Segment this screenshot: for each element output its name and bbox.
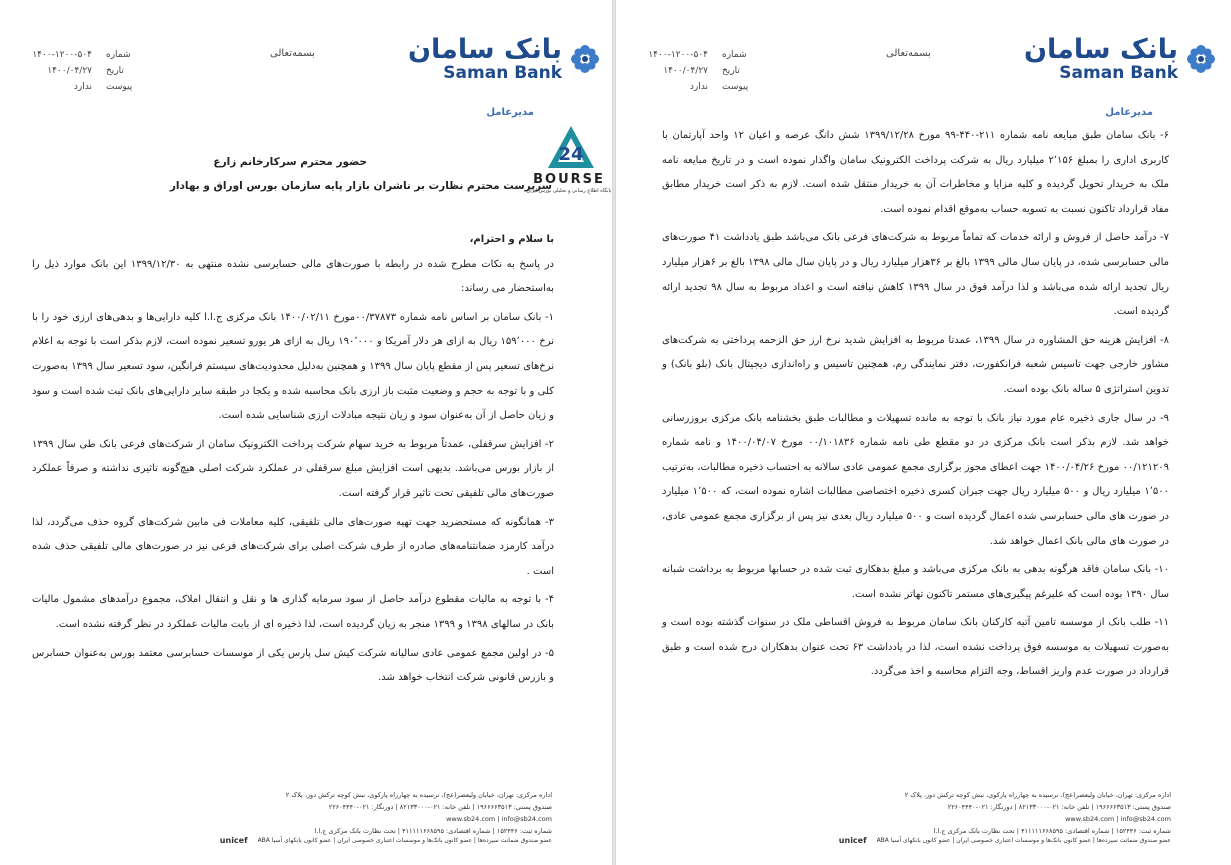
footer-contacts: صندوق پستی: ۱۹۶۶۶۶۳۵۱۳ | تلفن خانه: ۰۲۱-۸۲۱۳۳۰۰۰ | دورنگار: ۰۲۱-۲۲۶۰۴۴۴۰ bbox=[328, 803, 552, 811]
bank-name-fa: بانک سامان bbox=[408, 34, 563, 65]
saman-flower-icon bbox=[568, 42, 602, 76]
bourse-mark-icon bbox=[546, 124, 596, 170]
label-attachment: پیوست bbox=[106, 82, 133, 92]
letter-meta bbox=[30, 47, 136, 95]
list-item: ۸- افزایش هزینه حق المشاوره در سال ۱۳۹۹، عمدتا مربوط به افزایش شدید نرخ ارز حق الزحمه پرداختی به شرکت‌های مشاور خارجی جهت تاسیس شعبه فرانکفورت، دفتر نمایندگی رم، همچنین تاسیس و راه‌اندازی دیجیتال بانک (بلو بانک) و تدوین استراتژی ۵ ساله بانک بوده است. bbox=[662, 334, 1169, 395]
bourse-word: BOURSE bbox=[533, 172, 605, 187]
label-date: تاریخ bbox=[106, 66, 124, 76]
letter-body-right bbox=[662, 124, 1169, 689]
letter-meta bbox=[646, 47, 752, 95]
bank-name-fa: بانک سامان bbox=[1024, 34, 1179, 65]
letter-date: ۱۴۰۰/۰۴/۲۷ bbox=[663, 66, 708, 76]
label-number: شماره bbox=[106, 50, 131, 60]
recipient-name: حضور محترم سرکارخانم زارع bbox=[213, 156, 367, 168]
svg-text:24: 24 bbox=[558, 144, 584, 165]
list-item: ۳- همانگونه که مستحضرید جهت تهیه صورت‌های مالی تلفیقی، کلیه معاملات فی مابین شرکت‌های گروه حذف می‌گردد، لذا درآمد کارمزد ضمانتنامه‌های صادره از طرف شرکت اصلی برای شرکت‌های فرعی نیز در صورت‌های مالی تلفیقی حذف شده است . bbox=[32, 516, 554, 577]
letter-attachment: ندارد bbox=[73, 82, 92, 92]
letter-body-left bbox=[32, 228, 554, 695]
list-item: ۴- با توجه به مالیات مقطوع درآمد حاصل از سود سرمایه گذاری ها و نقل و انتقال املاک، مجموع درآمدهای مشمول مالیات بانک در سالهای ۱۳۹۸ و ۱۳۹۹ منجر به زیان گردیده است، لذا ذخیره ای از بابت مالیات عملکرد در نظر گرفته نشده است. bbox=[32, 594, 554, 630]
letter-number: ۱۴۰۰-۱۲۰۰-۵۰۴ bbox=[32, 50, 92, 60]
saman-bank-logo bbox=[1024, 36, 1218, 82]
letter-page-left bbox=[0, 0, 612, 865]
bank-name-en: Saman Bank bbox=[1059, 63, 1179, 83]
office-ceo: مدیرعامل bbox=[486, 107, 534, 118]
list-item: ۱- بانک سامان بر اساس نامه شماره ۰۰/۳۷۸۷۳مورخ ۱۴۰۰/۰۲/۱۱ بانک مرکزی ج.ا.ا کلیه دارایی‌ها و بدهی‌های ارزی خود را با نرخ ۱۵۹٬۰۰۰ ریال به ازای هر دلار آمریکا و ۱۹۰٬۰۰۰ ریال به ازای هر یورو تسعیر نموده است، لازم بذکر است با توجه به اعلام نرخ‌های تسعیر پس از مقطع پایان سال ۱۳۹۹ و همچنین به‌دلیل محدودیت‌های سیستم فرانگین، سود تسعیر سال ۱۳۹۹ به‌صورت کلی و با توجه به حجم و وضعیت مثبت باز ارزی بانک محاسبه شده و یکجا در طبقه سایر دارایی‌های بانک ثبت شده است و سود و زیان حاصل از آن به‌عنوان سود و زیان نتیجه مبادلات ارزی شناسایی شده است. bbox=[32, 311, 555, 422]
label-date: تاریخ bbox=[722, 66, 740, 76]
list-item: ۵- در اولین مجمع عمومی عادی سالیانه شرکت کیش سل پارس یکی از موسسات حسابرسی معتمد بورس به‌عنوان حسابرس و بازرس قانونی شرکت انتخاب خواهد شد. bbox=[32, 647, 554, 684]
footer-badges-left bbox=[30, 836, 552, 845]
unicef-logo: unicef bbox=[219, 836, 248, 845]
basmala: بسمه‌تعالی bbox=[886, 48, 931, 59]
recipient-title: سرپرست محترم نظارت بر ناشران بازار پایه سازمان بورس اوراق و بهادار bbox=[169, 180, 552, 192]
saman-bank-logo bbox=[408, 36, 602, 82]
label-attachment: پیوست bbox=[722, 82, 749, 92]
letter-number: ۱۴۰۰-۱۲۰۰-۵۰۴ bbox=[648, 50, 708, 60]
office-ceo: مدیرعامل bbox=[1105, 107, 1153, 118]
list-item: ۷- درآمد حاصل از فروش و ارائه خدمات که تماماً مربوط به شرکت‌های فرعی بانک می‌باشد طبق یادداشت ۴۱ صورت‌های مالی حسابرسی شده، در پایان سال مالی ۱۳۹۹ بالغ بر ۳۶هزار میلیارد ریال و در پایان سال مالی ۱۳۹۸ بالغ بر ۶هزار میلیارد ریال تجدید ارائه شده می‌باشد و لذا درآمد فوق در سال ۱۳۹۹ کاهش نیافته است و اعداد مربوط به سال ۹۸ تجدید ارائه گردیده است. bbox=[662, 232, 1169, 318]
letter-date: ۱۴۰۰/۰۴/۲۷ bbox=[47, 66, 92, 76]
footer-right bbox=[646, 789, 1171, 837]
footer-registration: شماره ثبت: ۱۵۲۴۴۶ | شماره اقتصادی: ۴۱۱۱۱۱۶۶۸۵۹۵ | تحت نظارت بانک مرکزی ج.ا.ا bbox=[314, 827, 552, 835]
footer-address: اداره مرکزی: تهران، خیابان ولیعصر(عج)، نرسیده به چهارراه پارکوی، نبش کوچه ترکش دوز، پلاک ۲ bbox=[285, 791, 552, 799]
unicef-logo: unicef bbox=[838, 836, 867, 845]
footer-address: اداره مرکزی: تهران، خیابان ولیعصر(عج)، نرسیده به چهارراه پارکوی، نبش کوچه ترکش دوز، پلاک ۲ bbox=[904, 791, 1171, 799]
bourse-tagline: پایگاه اطلاع رسانی و تحلیلی بورس ایران bbox=[526, 188, 612, 194]
footer-memberships: عضو صندوق ضمانت سپرده‌ها | عضو کانون بانک‌ها و موسسات اعتباری خصوصی ایران | عضو کانون بانکهای آسیا ABA bbox=[257, 837, 552, 844]
greeting: با سلام و احترام، bbox=[469, 234, 554, 245]
footer-contacts: صندوق پستی: ۱۹۶۶۶۶۳۵۱۳ | تلفن خانه: ۰۲۱-۸۲۱۳۳۰۰۰ | دورنگار: ۰۲۱-۲۲۶۰۴۴۴۰ bbox=[947, 803, 1171, 811]
footer-badges-right bbox=[646, 836, 1171, 845]
basmala: بسمه‌تعالی bbox=[270, 48, 315, 59]
letter-attachment: ندارد bbox=[689, 82, 708, 92]
intro-paragraph: در پاسخ به نکات مطرح شده در رابطه با صورت‌های مالی حسابرسی نشده منتهی به ۱۳۹۹/۱۲/۳۰ این بانک موارد ذیل را به‌استحضار می رساند: bbox=[32, 258, 554, 295]
bank-name-en: Saman Bank bbox=[443, 63, 563, 83]
footer-web: www.sb24.com | info@sb24.com bbox=[446, 815, 552, 823]
list-item: ۹- در سال جاری ذخیره عام مورد نیاز بانک با توجه به مانده تسهیلات و مطالبات طبق بخشنامه بانک مرکزی بروزرسانی خواهد شد. لازم بذکر است بانک مرکزی در دو مقطع طی نامه شماره ۰۰/۱۰۱۸۳۶ مورخ ۱۴۰۰/۰۴/۰۷ و نامه شماره ۰۰/۱۲۱۲۰۹ مورخ ۱۴۰۰/۰۴/۲۶ جهت اعطای مجوز برگزاری مجمع عمومی عادی سالانه به احتساب ذخیره مطالبات، به‌ترتیب ۱٬۵۰۰ میلیارد ریال و ۵۰۰ میلیارد ریال جهت جبران کسری ذخیره اختصاصی مطالبات اشاره نموده است، که ۱٬۵۰۰ میلیارد در صورت های مالی حسابرسی شده اعمال گردیده است و ۵۰۰ میلیارد ریال بعدی نیز پس از برگزاری مجمع عمومی عادی، در صورت های مالی بانک اعمال خواهد شد. bbox=[662, 412, 1170, 547]
footer-web: www.sb24.com | info@sb24.com bbox=[1065, 815, 1171, 823]
footer-registration: شماره ثبت: ۱۵۲۴۴۶ | شماره اقتصادی: ۴۱۱۱۱۱۶۶۸۵۹۵ | تحت نظارت بانک مرکزی ج.ا.ا bbox=[933, 827, 1171, 835]
label-number: شماره bbox=[722, 50, 747, 60]
list-item: ۶- بانک سامان طبق مبایعه نامه شماره ۲۱۱-۴۴۰-۹۹ مورخ ۱۳۹۹/۱۲/۲۸ شش دانگ عرصه و اعیان ۱۲ واحد آپارتمان با کاربری اداری را بمبلغ ۲٬۱۵۶ میلیارد ریال به شرکت پرداخت الکترونیک سامان واگذار نموده است و در تاریخ مبایعه نامه ملک به خریدار تحویل گردیده و کلیه مزایا و مخاطرات آن به خریدار منتقل شده است. لازم به ذکر است خریدار مطابق مفاد قرارداد تاکنون نسبت به تسویه حساب به‌موقع اقدام نموده است. bbox=[662, 130, 1170, 215]
list-item: ۱۱- طلب بانک از موسسه تامین آتیه کارکنان بانک سامان مربوط به فروش اقساطی ملک در سنوات گذشته بوده است و به‌صورت تسهیلات به موسسه فوق پرداخت نشده است، لذا در یادداشت ۶۳ تحت عنوان بدهکاران درج شده است و طبق قرارداد در صورت عدم واریز اقساط، وجه التزام محاسبه و اخذ می‌گردد. bbox=[662, 617, 1169, 678]
letter-page-right bbox=[616, 0, 1231, 865]
list-item: ۱۰- بانک سامان فاقد هرگونه بدهی به بانک مرکزی می‌باشد و مبلغ بدهکاری ثبت شده در حسابها مربوط به برداشت شبانه سال ۱۳۹۰ بوده است که علیرغم پیگیری‌های مستمر تاکنون تهاتر نشده است. bbox=[662, 564, 1169, 600]
footer-left bbox=[30, 789, 552, 837]
saman-flower-icon bbox=[1184, 42, 1218, 76]
footer-memberships: عضو صندوق ضمانت سپرده‌ها | عضو کانون بانک‌ها و موسسات اعتباری خصوصی ایران | عضو کانون بانکهای آسیا ABA bbox=[876, 837, 1171, 844]
list-item: ۲- افزایش سرقفلی، عمدتاً مربوط به خرید سهام شرکت پرداخت الکترونیک سامان از شرکت‌های فرعی بانک طی سال ۱۳۹۹ از بازار بورس می‌باشد. بدیهی است افزایش مبلغ سرقفلی در عملکرد شرکت اصلی هیچ‌گونه تاثیری نداشته و صرفاً عملکرد صورت‌های مالی تلفیقی تحت تاثیر قرار گرفته است. bbox=[32, 438, 554, 499]
